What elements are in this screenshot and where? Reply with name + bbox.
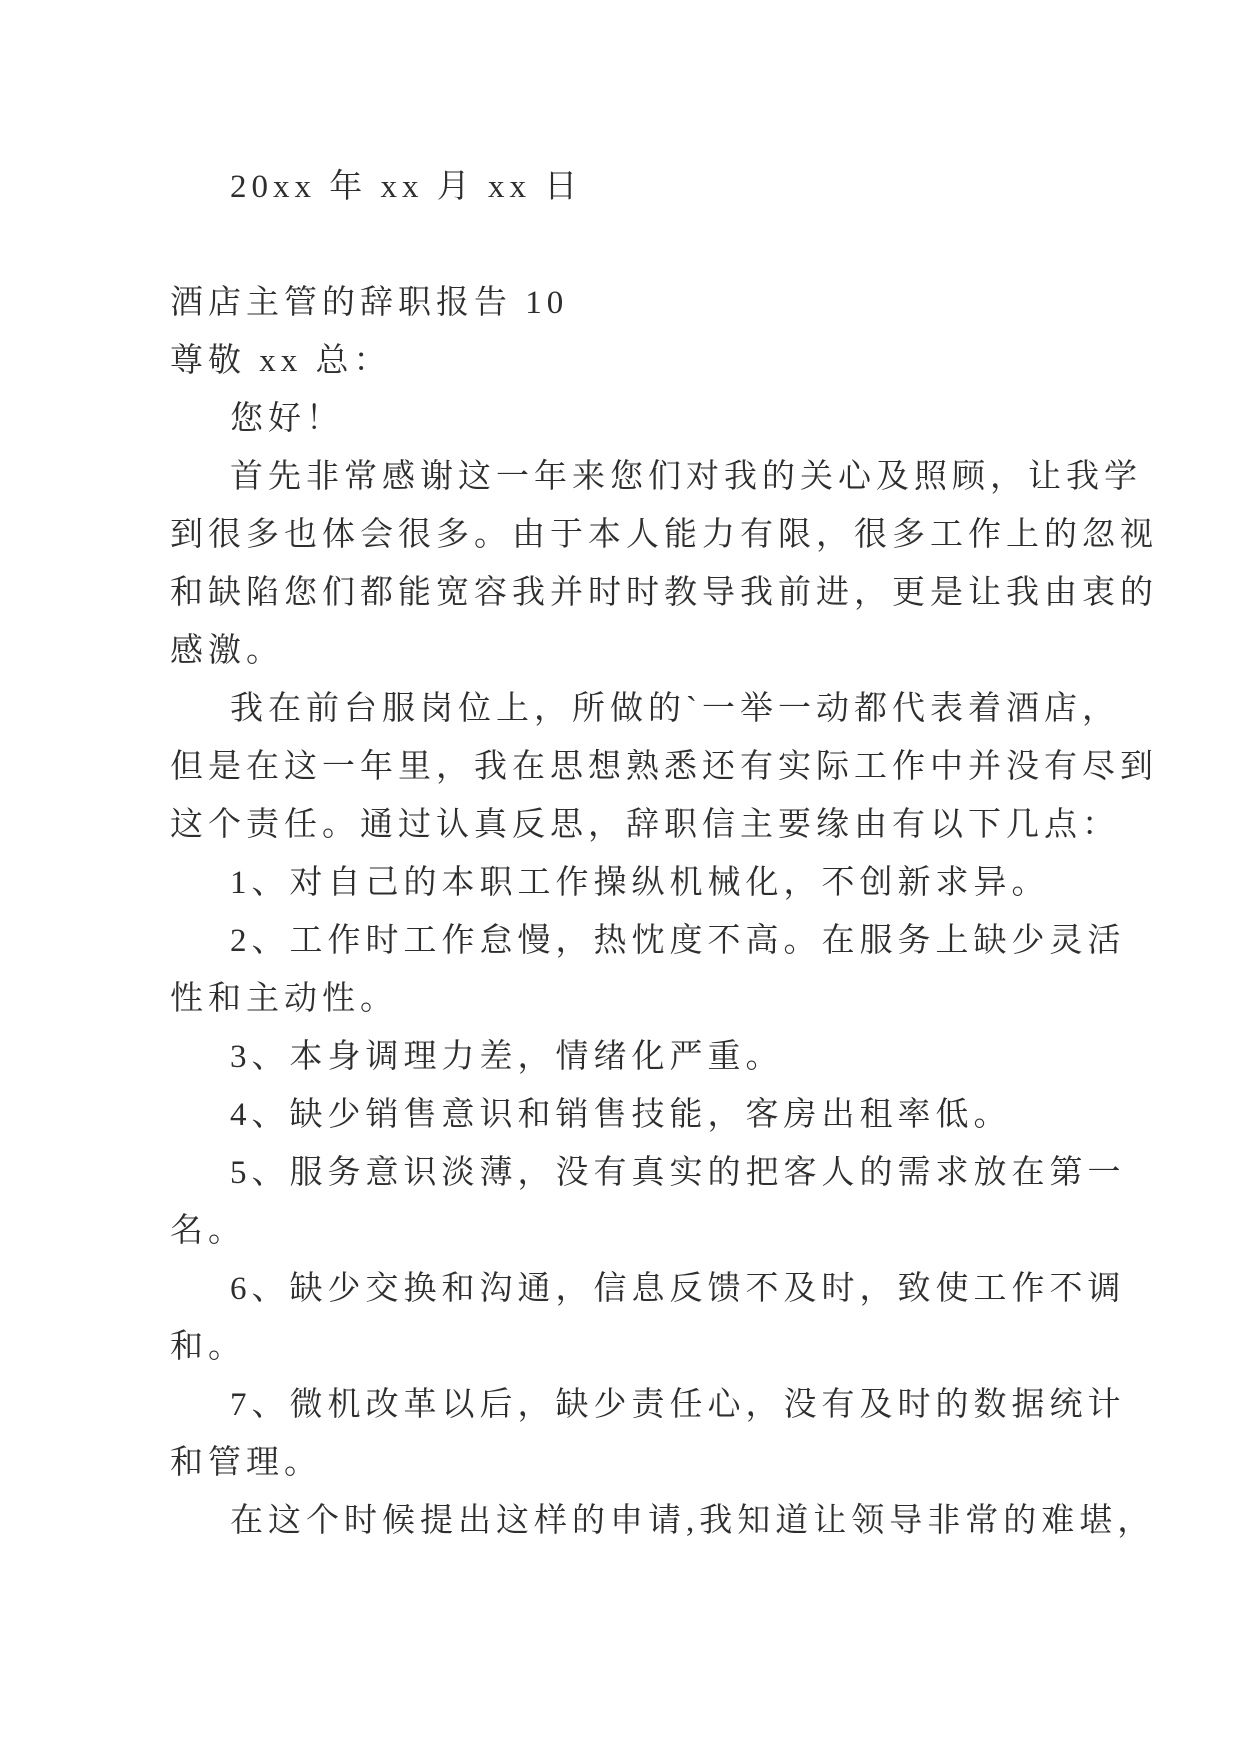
text-line-body: 和缺陷您们都能宽容我并时时教导我前进，更是让我由衷的 [170,575,1158,611]
text-line-body: 和管理。 [170,1445,322,1481]
text-line-list-item: 1、对自己的本职工作操纵机械化，不创新求异。 [230,865,1050,901]
text-line-list-item: 4、缺少销售意识和销售技能，客房出租率低。 [230,1097,1012,1133]
text-line-heading: 酒店主管的辞职报告 10 [170,285,569,321]
text-line-body: 但是在这一年里，我在思想熟悉还有实际工作中并没有尽到 [170,749,1158,785]
text-line-body: 性和主动性。 [170,981,398,1017]
text-line-list-item: 7、微机改革以后，缺少责任心，没有及时的数据统计 [230,1387,1126,1423]
text-line-list-item: 6、缺少交换和沟通，信息反馈不及时，致使工作不调 [230,1271,1126,1307]
text-line-body: 在这个时候提出这样的申请,我知道让领导非常的难堪， [230,1503,1156,1539]
text-line-body: 感激。 [170,633,284,669]
text-line-body: 我在前台服岗位上，所做的`一举一动都代表着酒店， [230,691,1120,727]
document-body [170,158,1170,1550]
text-line-body: 到很多也体会很多。由于本人能力有限，很多工作上的忽视 [170,517,1158,553]
blank-line [170,216,1170,274]
text-line-body: 这个责任。通过认真反思，辞职信主要缘由有以下几点： [170,807,1120,843]
text-line-body: 名。 [170,1213,246,1249]
text-line-greeting: 您好！ [230,401,344,437]
text-line-list-item: 5、服务意识淡薄，没有真实的把客人的需求放在第一 [230,1155,1126,1191]
text-line-list-item: 3、本身调理力差，情绪化严重。 [230,1039,784,1075]
text-line-salutation: 尊敬 xx 总： [170,343,392,379]
text-line-date: 20xx 年 xx 月 xx 日 [230,169,583,205]
text-line-body: 首先非常感谢这一年来您们对我的关心及照顾，让我学 [230,459,1142,495]
text-line-body: 和。 [170,1329,246,1365]
text-line-list-item: 2、工作时工作怠慢，热忱度不高。在服务上缺少灵活 [230,923,1126,959]
